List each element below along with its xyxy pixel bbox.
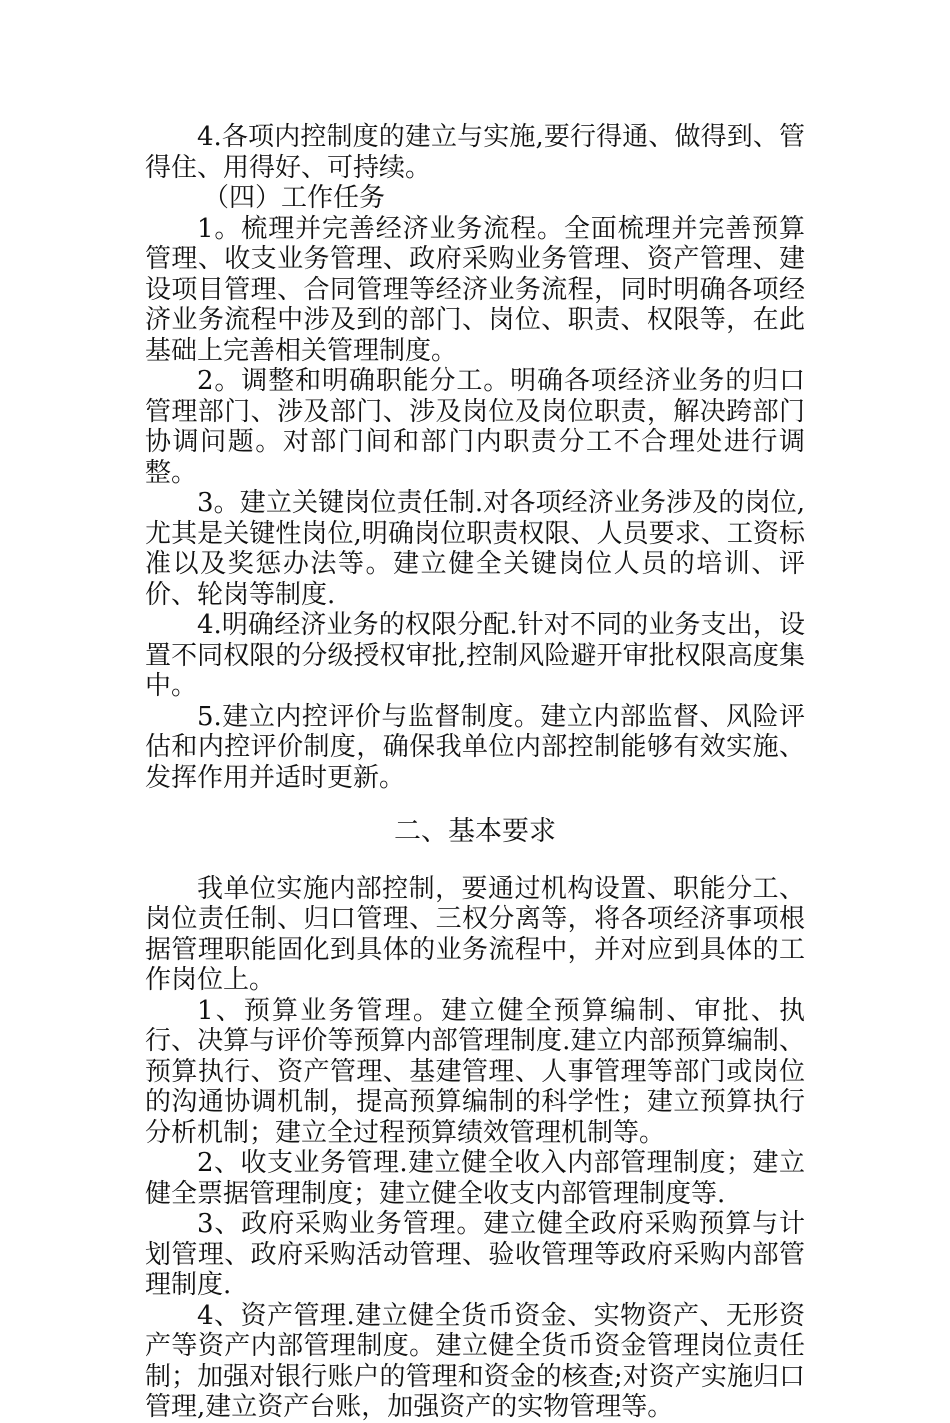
paragraph-requirement-1: 1、预算业务管理。建立健全预算编制、审批、执行、决算与评价等预算内部管理制度.建立内部预算编制、预算执行、资产管理、基建管理、人事管理等部门或岗位的沟通协调机制，提高预算编制的科学性；建立预算执行分析机制；建立全过程预算绩效管理机制等。 bbox=[145, 995, 805, 1148]
paragraph-requirement-4: 4、资产管理.建立健全货币资金、实物资产、无形资产等资产内部管理制度。建立健全货币资金管理岗位责任制；加强对银行账户的管理和资金的核查;对资产实施归口管理,建立资产台账，加强资产的实物管理等。 bbox=[145, 1300, 805, 1422]
document-body bbox=[145, 122, 805, 1423]
paragraph-task-3: 3。建立关键岗位责任制.对各项经济业务涉及的岗位,尤其是关键性岗位,明确岗位职责权限、人员要求、工资标准以及奖惩办法等。建立健全关键岗位人员的培训、评价、轮岗等制度. bbox=[145, 488, 805, 610]
paragraph-task-2: 2。调整和明确职能分工。明确各项经济业务的归口管理部门、涉及部门、涉及岗位及岗位职责，解决跨部门协调问题。对部门间和部门内职责分工不合理处进行调整。 bbox=[145, 366, 805, 488]
paragraph-requirement-3: 3、政府采购业务管理。建立健全政府采购预算与计划管理、政府采购活动管理、验收管理等政府采购内部管理制度. bbox=[145, 1209, 805, 1300]
paragraph-item-4-principle: 4.各项内控制度的建立与实施,要行得通、做得到、管得住、用得好、可持续。 bbox=[145, 122, 805, 183]
paragraph-task-4: 4.明确经济业务的权限分配.针对不同的业务支出，设置不同权限的分级授权审批,控制风险避开审批权限高度集中。 bbox=[145, 610, 805, 701]
paragraph-requirement-2: 2、收支业务管理.建立健全收入内部管理制度；建立健全票据管理制度；建立健全收支内部管理制度等. bbox=[145, 1148, 805, 1209]
section-heading-basic-requirements: 二、基本要求 bbox=[394, 816, 556, 847]
paragraph-task-5: 5.建立内控评价与监督制度。建立内部监督、风险评估和内控评价制度，确保我单位内部控制能够有效实施、发挥作用并适时更新。 bbox=[145, 701, 805, 793]
subsection-heading: （四）工作任务 bbox=[203, 183, 386, 213]
paragraph-task-1: 1。梳理并完善经济业务流程。全面梳理并完善预算管理、收支业务管理、政府采购业务管理、资产管理、建设项目管理、合同管理等经济业务流程，同时明确各项经济业务流程中涉及到的部门、岗位、职责、权限等，在此基础上完善相关管理制度。 bbox=[145, 213, 805, 366]
paragraph-requirements-intro: 我单位实施内部控制，要通过机构设置、职能分工、岗位责任制、归口管理、三权分离等，将各项经济事项根据管理职能固化到具体的业务流程中，并对应到具体的工作岗位上。 bbox=[145, 873, 805, 995]
